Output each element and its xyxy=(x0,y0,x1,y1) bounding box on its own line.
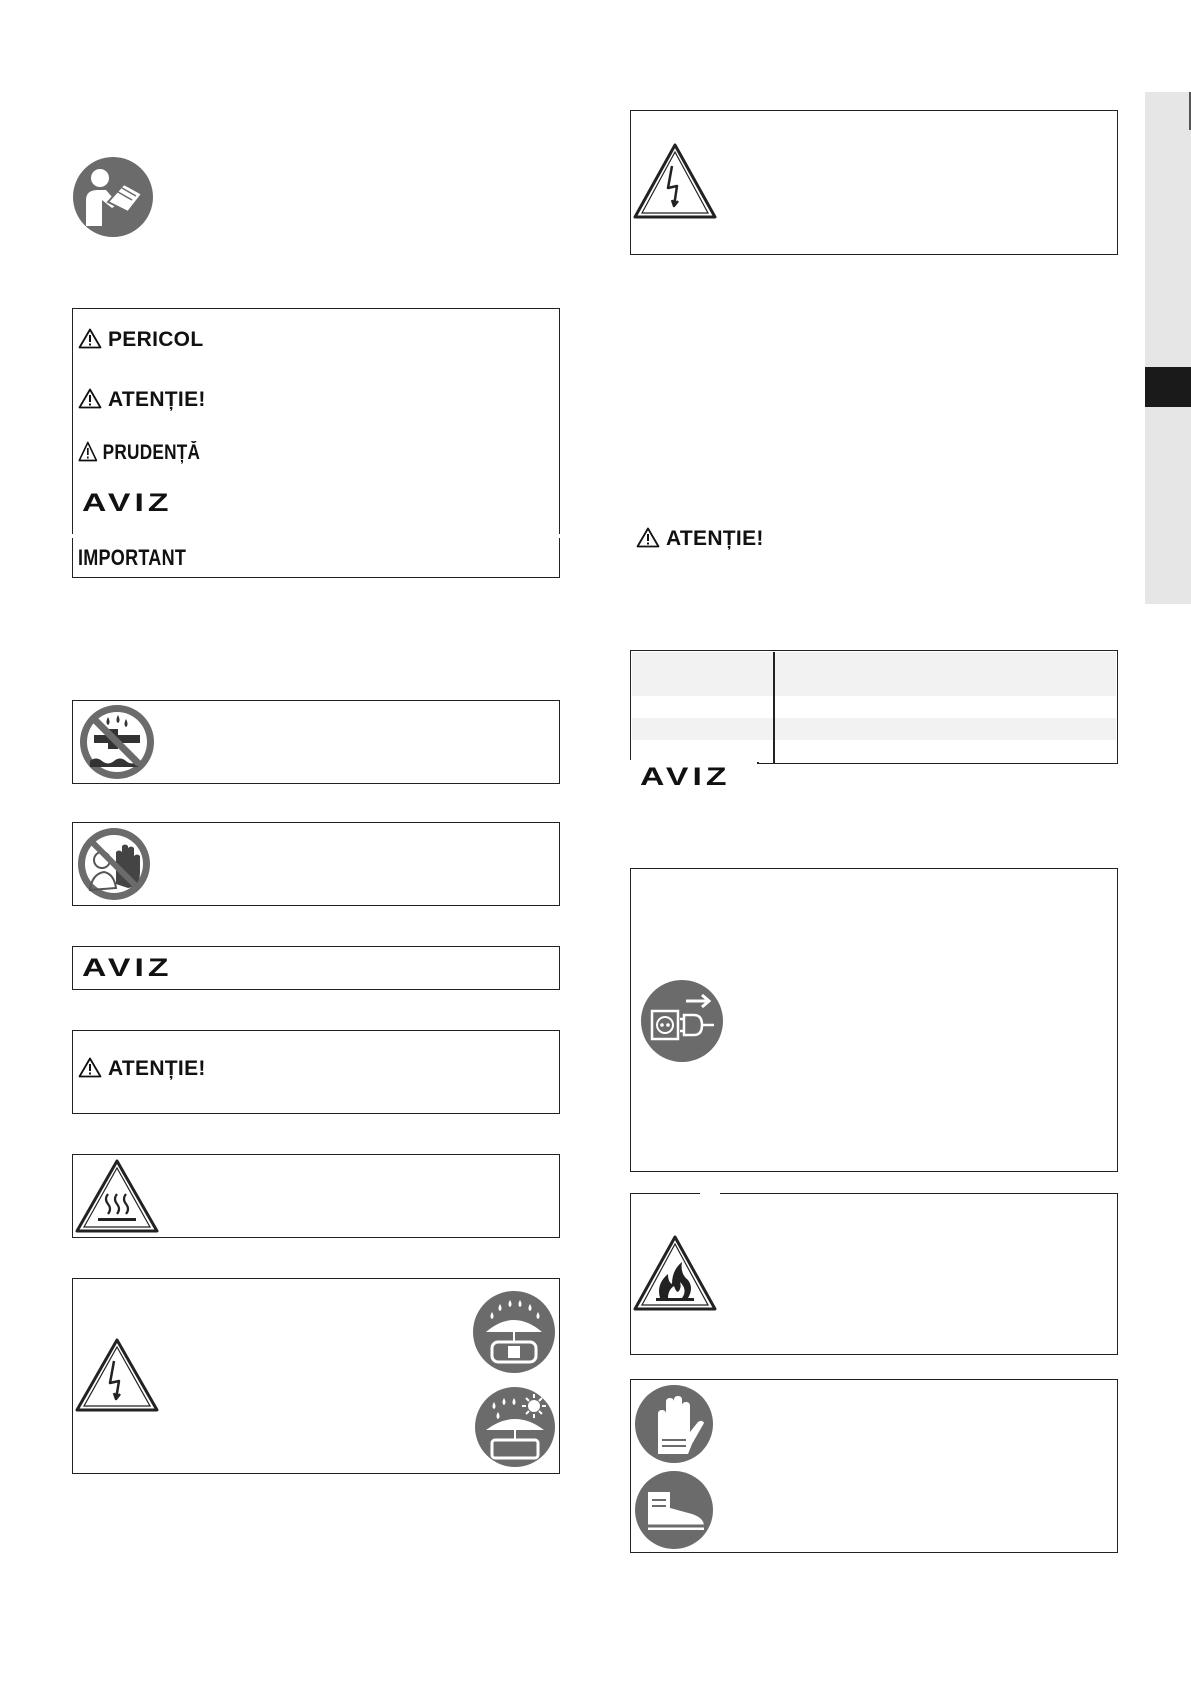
fire-hazard-icon xyxy=(632,1234,718,1312)
no-touch-icon xyxy=(76,826,152,902)
warning-triangle-icon xyxy=(78,328,102,349)
electric-hazard-icon xyxy=(74,1337,160,1413)
safety-boots-icon xyxy=(634,1470,714,1550)
caution-label: PRUDENȚĂ xyxy=(78,441,200,465)
warning-triangle-icon xyxy=(78,1057,102,1078)
unplug-icon xyxy=(640,979,724,1063)
hot-surface-icon xyxy=(74,1158,160,1234)
keep-dry-icon xyxy=(472,1290,556,1374)
warning-triangle-icon xyxy=(636,527,660,548)
danger-label: PERICOL xyxy=(78,328,203,352)
warning-box-label: ATENȚIE! xyxy=(78,1057,206,1081)
table-header xyxy=(632,652,1116,696)
notice-label: AVIZ xyxy=(82,489,173,517)
table-divider xyxy=(773,652,775,764)
read-manual-icon xyxy=(72,156,154,238)
important-label: IMPORTANT xyxy=(78,545,187,570)
right-warning-label: ATENȚIE! xyxy=(636,527,764,551)
warning-triangle-icon xyxy=(78,388,102,409)
warning-triangle-icon xyxy=(78,441,98,462)
warning-label: ATENȚIE! xyxy=(78,388,206,412)
no-water-icon xyxy=(78,703,156,781)
sidebar-tab-active xyxy=(1145,367,1191,407)
keep-dry-sun-icon xyxy=(474,1386,556,1468)
sidebar-tab xyxy=(1145,92,1191,604)
notice-box-label: AVIZ xyxy=(82,954,173,982)
gloves-icon xyxy=(634,1384,714,1464)
electric-hazard-icon xyxy=(632,142,718,220)
table-row xyxy=(632,718,1116,740)
right-notice-label: AVIZ xyxy=(640,763,731,791)
